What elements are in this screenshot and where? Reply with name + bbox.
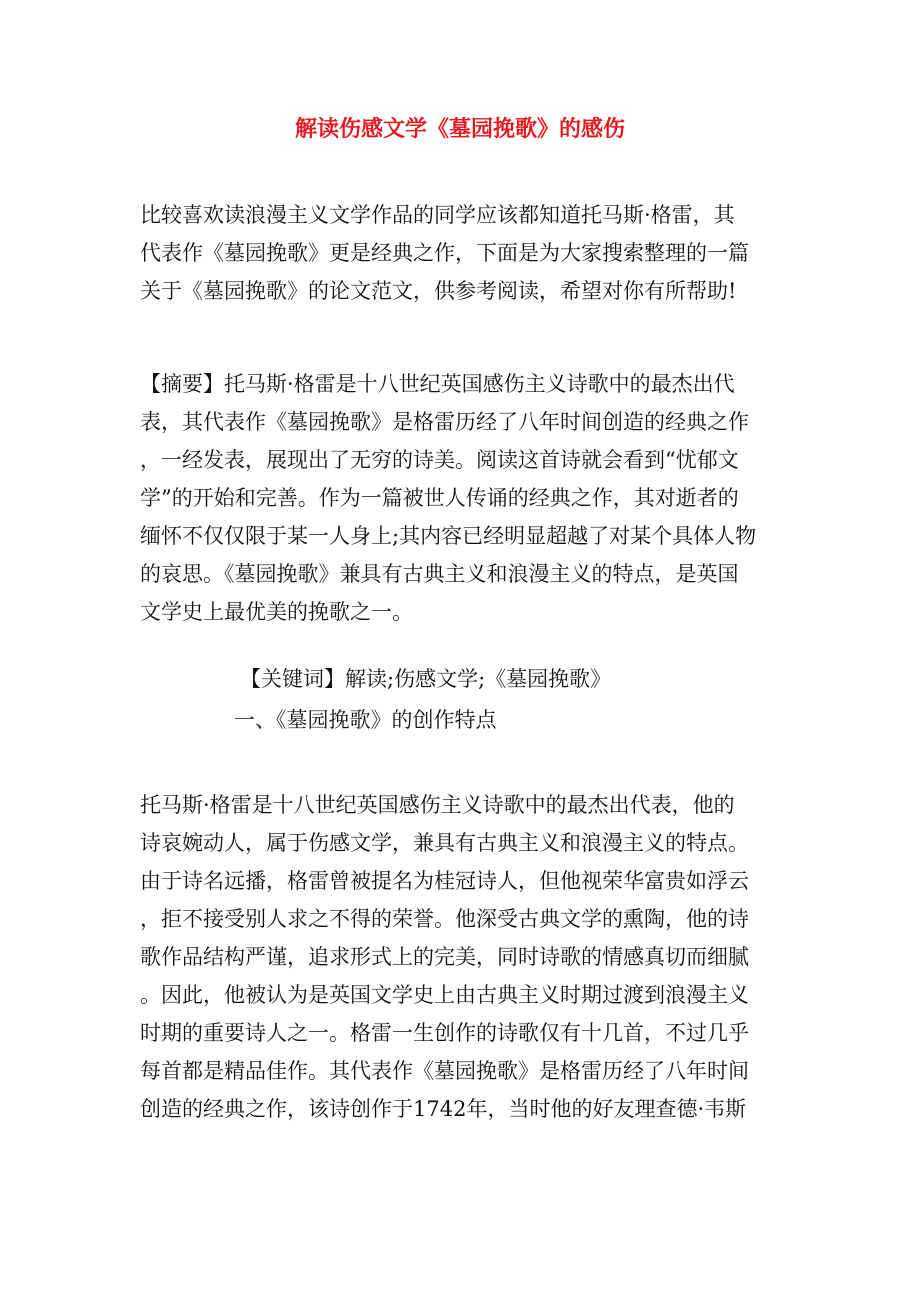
text-line: 【摘要】托马斯·格雷是十八世纪英国感伤主义诗歌中的最杰出代 — [140, 372, 735, 396]
text-line: 缅怀不仅仅限于某一人身上;其内容已经明显超越了对某个具体人物 — [140, 524, 757, 548]
text-line: 创造的经典之作，该诗创作于1742年，当时他的好友理查德·韦斯 — [140, 1097, 747, 1121]
text-line: 每首都是精品佳作。其代表作《墓园挽歌》是格雷历经了八年时间 — [140, 1059, 749, 1083]
text-line: 由于诗名远播，格雷曾被提名为桂冠诗人，但他视荣华富贵如浮云 — [140, 869, 749, 893]
text-line: 表，其代表作《墓园挽歌》是格雷历经了八年时间创造的经典之作 — [140, 410, 749, 434]
text-line: 诗哀婉动人，属于伤感文学，兼具有古典主义和浪漫主义的特点。 — [140, 831, 749, 855]
text-line: 比较喜欢读浪漫主义文学作品的同学应该都知道托马斯·格雷，其 — [140, 203, 735, 227]
text-line: 文学史上最优美的挽歌之一。 — [140, 600, 413, 624]
section-heading: 一、《墓园挽歌》的创作特点 — [234, 708, 497, 732]
text-line: ，拒不接受别人求之不得的荣誉。他深受古典文学的熏陶，他的诗 — [140, 907, 749, 931]
text-line: 学”的开始和完善。作为一篇被世人传诵的经典之作，其对逝者的 — [140, 486, 739, 510]
text-line: 歌作品结构严谨，追求形式上的完美，同时诗歌的情感真切而细腻 — [140, 945, 749, 969]
document-title: 解读伤感文学《墓园挽歌》的感伤 — [294, 116, 625, 142]
text-line: 时期的重要诗人之一。格雷一生创作的诗歌仅有十几首，不过几乎 — [140, 1021, 749, 1045]
text-line: 托马斯·格雷是十八世纪英国感伤主义诗歌中的最杰出代表，他的 — [140, 793, 735, 817]
keywords: 【关键词】解读;伤感文学;《墓园挽歌》 — [240, 667, 612, 691]
text-line: 。因此，他被认为是英国文学史上由古典主义时期过渡到浪漫主义 — [140, 983, 749, 1007]
text-line: ，一经发表，展现出了无穷的诗美。阅读这首诗就会看到“忧郁文 — [140, 448, 739, 472]
text-line: 关于《墓园挽歌》的论文范文，供参考阅读，希望对你有所帮助! — [140, 279, 737, 303]
text-line: 代表作《墓园挽歌》更是经典之作，下面是为大家搜索整理的一篇 — [140, 241, 749, 265]
text-line: 的哀思。《墓园挽歌》兼具有古典主义和浪漫主义的特点，是英国 — [140, 562, 739, 586]
